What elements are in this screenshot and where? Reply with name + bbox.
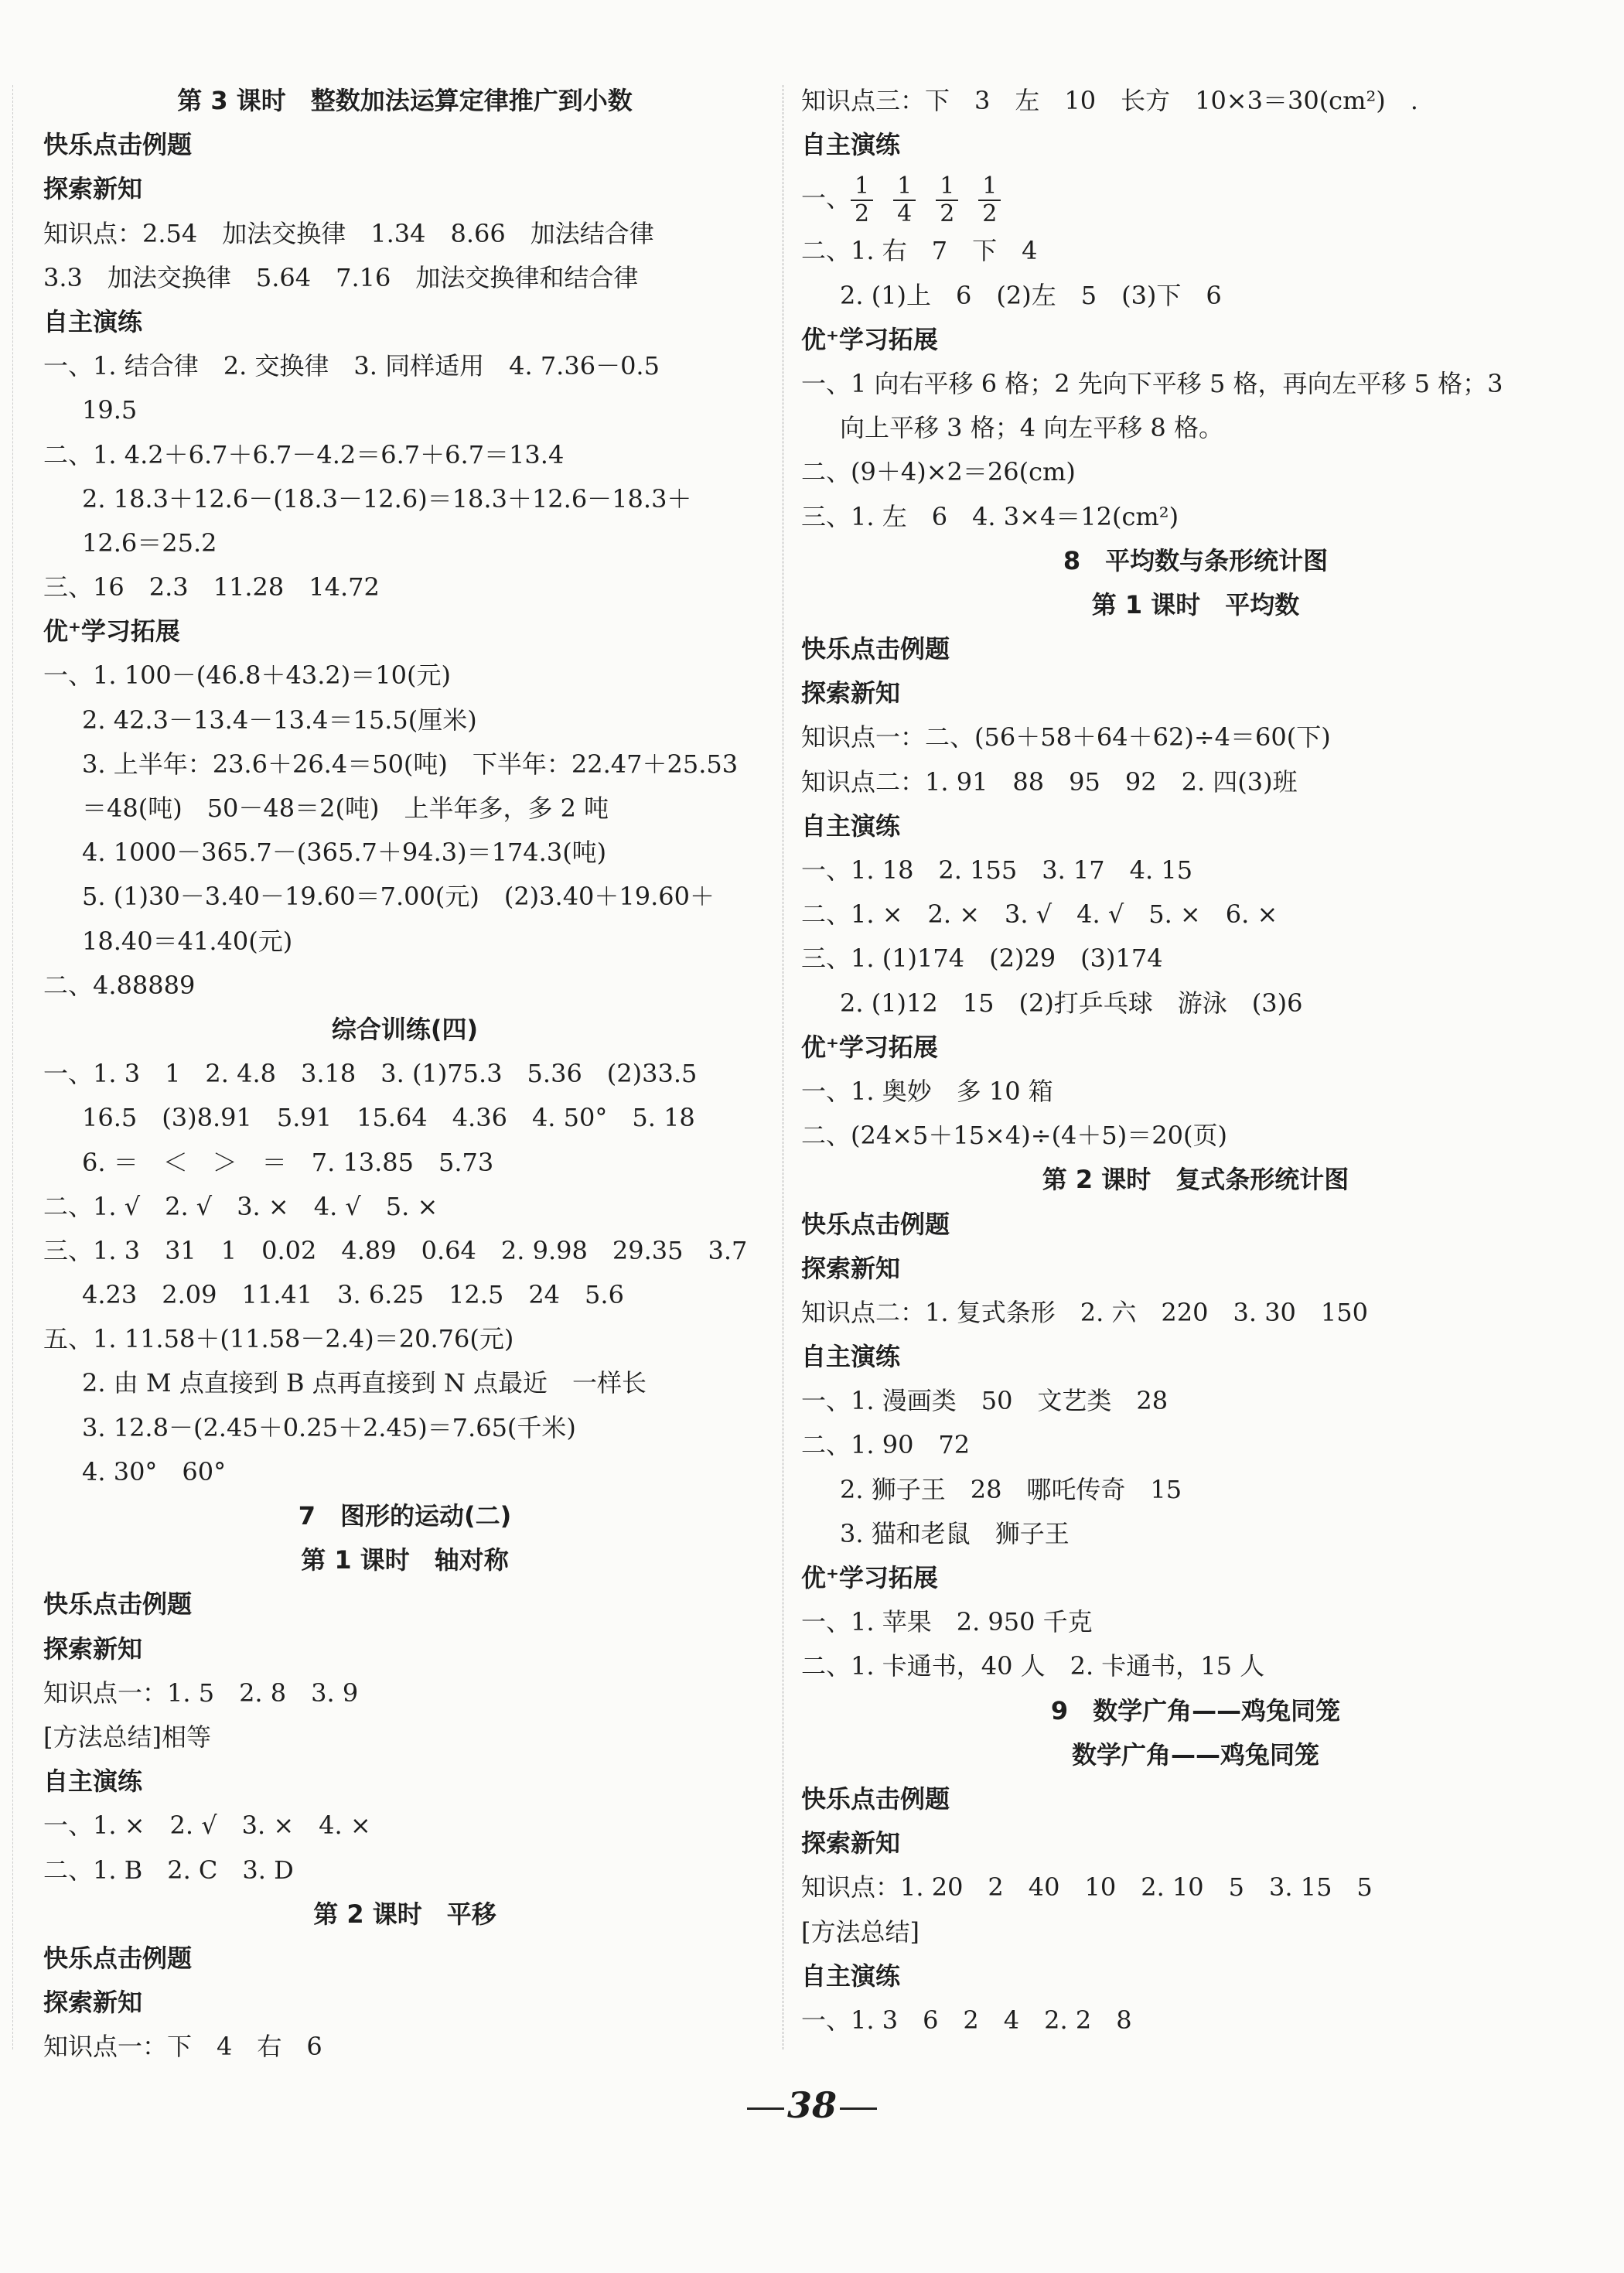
fraction: $\frac{1}{2}$ [978,175,1001,226]
answer-line: 4. 1000－365.7－(365.7＋94.3)＝174.3(吨) [82,838,607,868]
answer-line: 知识点二：1. 91 88 95 92 2. 四(3)班 [801,766,1298,797]
answer-line: 2. 由 M 点直接到 B 点再直接到 N 点最近 一样长 [82,1368,647,1398]
section-heading: 探索新知 [801,1828,901,1858]
answer-line: 知识点三：下 3 左 10 长方 10×3＝30(cm²) . [801,86,1418,115]
section-heading: 快乐点击例题 [801,1209,950,1239]
answer-line: 一、1. × 2. √ 3. × 4. × [43,1811,371,1841]
answer-line: 3. 12.8－(2.45＋0.25＋2.45)＝7.65(千米) [82,1412,576,1442]
section-heading: 8 平均数与条形统计图 [1063,545,1329,575]
answer-line: 2. (1)上 6 (2)左 5 (3)下 6 [840,280,1222,310]
answer-line: 一、1. 结合律 2. 交换律 3. 同样适用 4. 7.36－0.5 [43,351,660,381]
section-heading: 探索新知 [43,1633,143,1664]
answer-line: 知识点：2.54 加法交换律 1.34 8.66 加法结合律 [43,218,654,248]
answer-line: 2. (1)12 15 (2)打乒乓球 游泳 (3)6 [840,988,1303,1018]
section-heading: 快乐点击例题 [43,1943,193,1973]
answer-line: 二、1. 卡通书，40 人 2. 卡通书，15 人 [801,1651,1265,1681]
answer-line: 知识点：1. 20 2 40 10 2. 10 5 3. 15 5 [801,1872,1373,1903]
answer-line: 向上平移 3 格；4 向左平移 8 格。 [840,413,1223,443]
answer-line: 3.3 加法交换律 5.64 7.16 加法交换律和结合律 [43,262,639,292]
answer-line: 二、(24×5＋15×4)÷(4＋5)＝20(页) [801,1121,1227,1151]
answer-line: ＝48(吨) 50－48＝2(吨) 上半年多，多 2 吨 [82,794,609,823]
section-heading: 数学广角——鸡兔同笼 [1071,1739,1319,1770]
fraction: $\frac{1}{4}$ [893,175,916,226]
answer-line: 二、1. × 2. × 3. √ 4. √ 5. × 6. × [801,899,1278,930]
section-heading: 第 1 课时 轴对称 [301,1545,509,1575]
fraction-answers [801,167,1590,229]
section-heading: 优⁺学习拓展 [801,1563,938,1592]
section-heading: 第 2 课时 复式条形统计图 [1042,1165,1349,1195]
answer-line: 二、1. 90 72 [801,1430,971,1460]
answer-line: 3. 上半年：23.6＋26.4＝50(吨) 下半年：22.47＋25.53 [82,749,739,779]
answer-line: 二、(9＋4)×2＝26(cm) [801,457,1076,487]
answer-line: 18.40＝41.40(元) [82,926,293,956]
answer-line: 12.6＝25.2 [82,527,217,558]
section-heading: 自主演练 [801,130,901,160]
margin-line [12,85,13,2049]
section-heading: 9 数学广角——鸡兔同笼 [1050,1695,1341,1725]
answer-line: 一、1 向右平移 6 格；2 先向下平移 5 格，再向左平移 5 格；3 [801,368,1503,398]
answer-line: 16.5 (3)8.91 5.91 15.64 4.36 4. 50° 5. 18 [82,1103,695,1133]
section-heading: 自主演练 [801,1342,901,1372]
answer-line: 一、1. 3 1 2. 4.8 3.18 3. (1)75.3 5.36 (2)33.5 [43,1059,698,1089]
answer-line: 三、1. 左 6 4. 3×4＝12(cm²) [801,501,1179,531]
answer-line: 2. 狮子王 28 哪吒传奇 15 [840,1474,1182,1504]
answer-line: 二、1. √ 2. √ 3. × 4. √ 5. × [43,1191,438,1221]
answer-line: 一、1. 奥妙 多 10 箱 [801,1076,1053,1106]
answer-line: 一、1. 苹果 2. 950 千克 [801,1607,1093,1637]
answer-line: 2. 18.3＋12.6－(18.3－12.6)＝18.3＋12.6－18.3＋ [82,483,692,514]
section-heading: 快乐点击例题 [801,1783,950,1814]
section-heading: 7 图形的运动(二) [298,1501,512,1531]
answer-line: 知识点二：1. 复式条形 2. 六 220 3. 30 150 [801,1297,1368,1327]
answer-line: 一、1. 漫画类 50 文艺类 28 [801,1386,1169,1416]
section-heading: 综合训练(四) [331,1014,479,1044]
answer-line: 3. 猫和老鼠 狮子王 [840,1518,1070,1548]
answer-line: 知识点一：下 4 右 6 [43,2032,322,2062]
section-heading: 自主演练 [43,1766,143,1797]
section-heading: 探索新知 [43,174,143,204]
answer-line: 二、1. 右 7 下 4 [801,236,1038,266]
section-heading: 快乐点击例题 [801,634,950,664]
answer-line: [方法总结]相等 [43,1722,211,1752]
section-heading: 自主演练 [801,1961,901,1991]
fraction-prefix: 一、 [801,183,851,213]
answer-line: 知识点一：1. 5 2. 8 3. 9 [43,1677,359,1708]
answer-line: 三、1. 3 31 1 0.02 4.89 0.64 2. 9.98 29.35 3.7 [43,1235,748,1265]
page-number [0,2084,1624,2126]
section-heading: 探索新知 [801,1253,901,1283]
answer-line: 4. 30° 60° [82,1456,227,1486]
answer-line: 五、1. 11.58＋(11.58－2.4)＝20.76(元) [43,1324,514,1354]
answer-line: 2. 42.3－13.4－13.4＝15.5(厘米) [82,705,477,735]
answer-line: 三、16 2.3 11.28 14.72 [43,572,380,602]
answer-line: 4.23 2.09 11.41 3. 6.25 12.5 24 5.6 [82,1280,624,1310]
section-heading: 探索新知 [801,678,901,708]
section-heading: 快乐点击例题 [43,1589,193,1619]
answer-line: 二、1. 4.2＋6.7＋6.7－4.2＝6.7＋6.7＝13.4 [43,439,565,469]
answer-line: 19.5 [82,395,138,425]
section-heading: 第 1 课时 平均数 [1091,589,1300,619]
section-heading: 第 2 课时 平移 [313,1899,496,1929]
section-heading: 第 3 课时 整数加法运算定律推广到小数 [177,86,633,115]
answer-line: 一、1. 18 2. 155 3. 17 4. 15 [801,855,1193,885]
section-heading: 快乐点击例题 [43,130,193,160]
section-heading: 优⁺学习拓展 [801,1032,938,1062]
section-heading: 优⁺学习拓展 [43,616,180,647]
fraction: $\frac{1}{2}$ [851,175,873,226]
answer-line: 三、1. (1)174 (2)29 (3)174 [801,944,1163,974]
left-column [43,79,766,2069]
fraction: $\frac{1}{2}$ [936,175,958,226]
answer-line: 二、1. B 2. C 3. D [43,1855,294,1885]
section-heading: 优⁺学习拓展 [801,324,938,354]
answer-line: 5. (1)30－3.40－19.60＝7.00(元) (2)3.40＋19.60＋ [82,882,715,912]
answer-line: 知识点一：二、(56＋58＋64＋62)÷4＝60(下) [801,722,1331,753]
answer-line: [方法总结] [801,1916,919,1947]
page-number-text: 38 [786,2084,837,2126]
section-heading: 探索新知 [43,1988,143,2018]
answer-line: 一、1. 3 6 2 4 2. 2 8 [801,2005,1132,2035]
answer-line: 6. ＝ ＜ ＞ ＝ 7. 13.85 5.73 [82,1147,494,1177]
section-heading: 自主演练 [43,306,143,336]
right-column [801,79,1590,2043]
answer-line: 一、1. 100－(46.8＋43.2)＝10(元) [43,660,451,691]
answer-line: 二、4.88889 [43,970,196,1000]
section-heading: 自主演练 [801,811,901,841]
